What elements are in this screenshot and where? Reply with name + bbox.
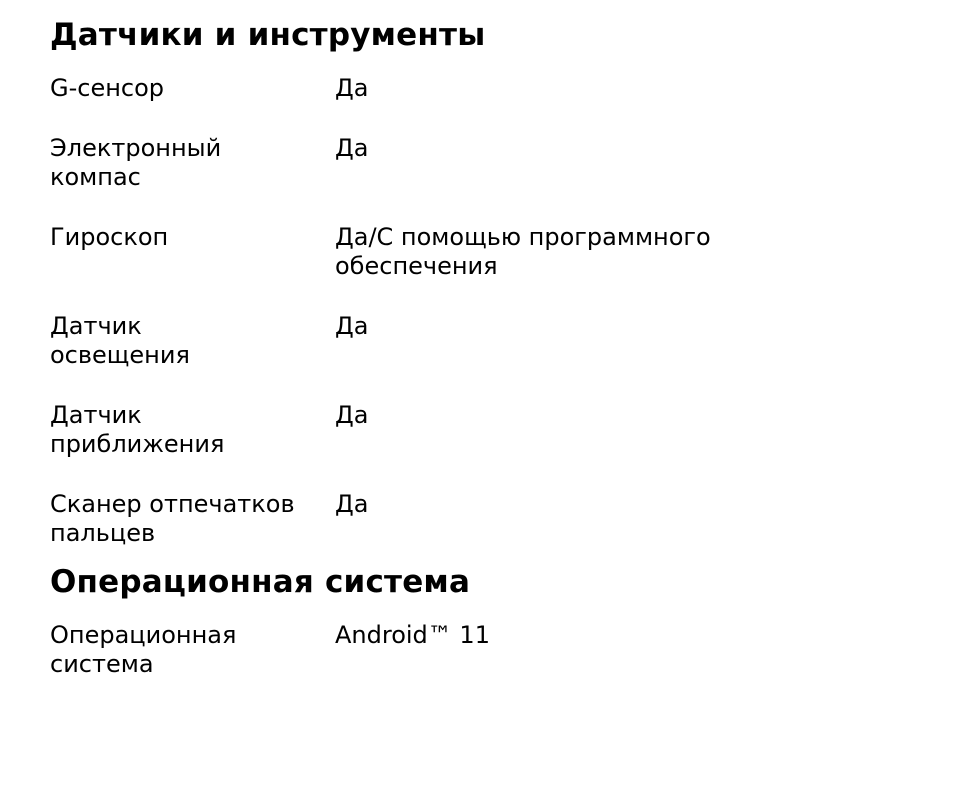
spec-row (50, 401, 930, 459)
spec-label: Датчик освещения (50, 312, 190, 369)
section-title: Операционная система (50, 564, 471, 600)
spec-label: Гироскоп (50, 223, 169, 251)
spec-value: Android™ 11 (335, 621, 490, 649)
spec-row (50, 134, 930, 192)
spec-row (50, 312, 930, 370)
spec-row (50, 74, 930, 103)
spec-label: Датчик приближения (50, 401, 225, 458)
spec-page (50, 0, 930, 679)
spec-value: Да (335, 74, 369, 102)
spec-label: G-сенсор (50, 74, 165, 102)
spec-value: Да (335, 312, 369, 340)
section-os (50, 562, 930, 679)
section-sensors (50, 15, 930, 548)
spec-label: Операционная система (50, 621, 237, 678)
spec-value: Да (335, 134, 369, 162)
spec-label: Электронный компас (50, 134, 222, 191)
section-title: Датчики и инструменты (50, 17, 486, 53)
spec-row (50, 223, 930, 281)
spec-value: Да (335, 490, 369, 518)
spec-list (50, 74, 930, 548)
spec-row (50, 490, 930, 548)
spec-label: Сканер отпечатков пальцев (50, 490, 295, 547)
spec-row (50, 621, 930, 679)
spec-value: Да (335, 401, 369, 429)
spec-value: Да/С помощью программного обеспечения (335, 223, 711, 280)
spec-list (50, 621, 930, 679)
